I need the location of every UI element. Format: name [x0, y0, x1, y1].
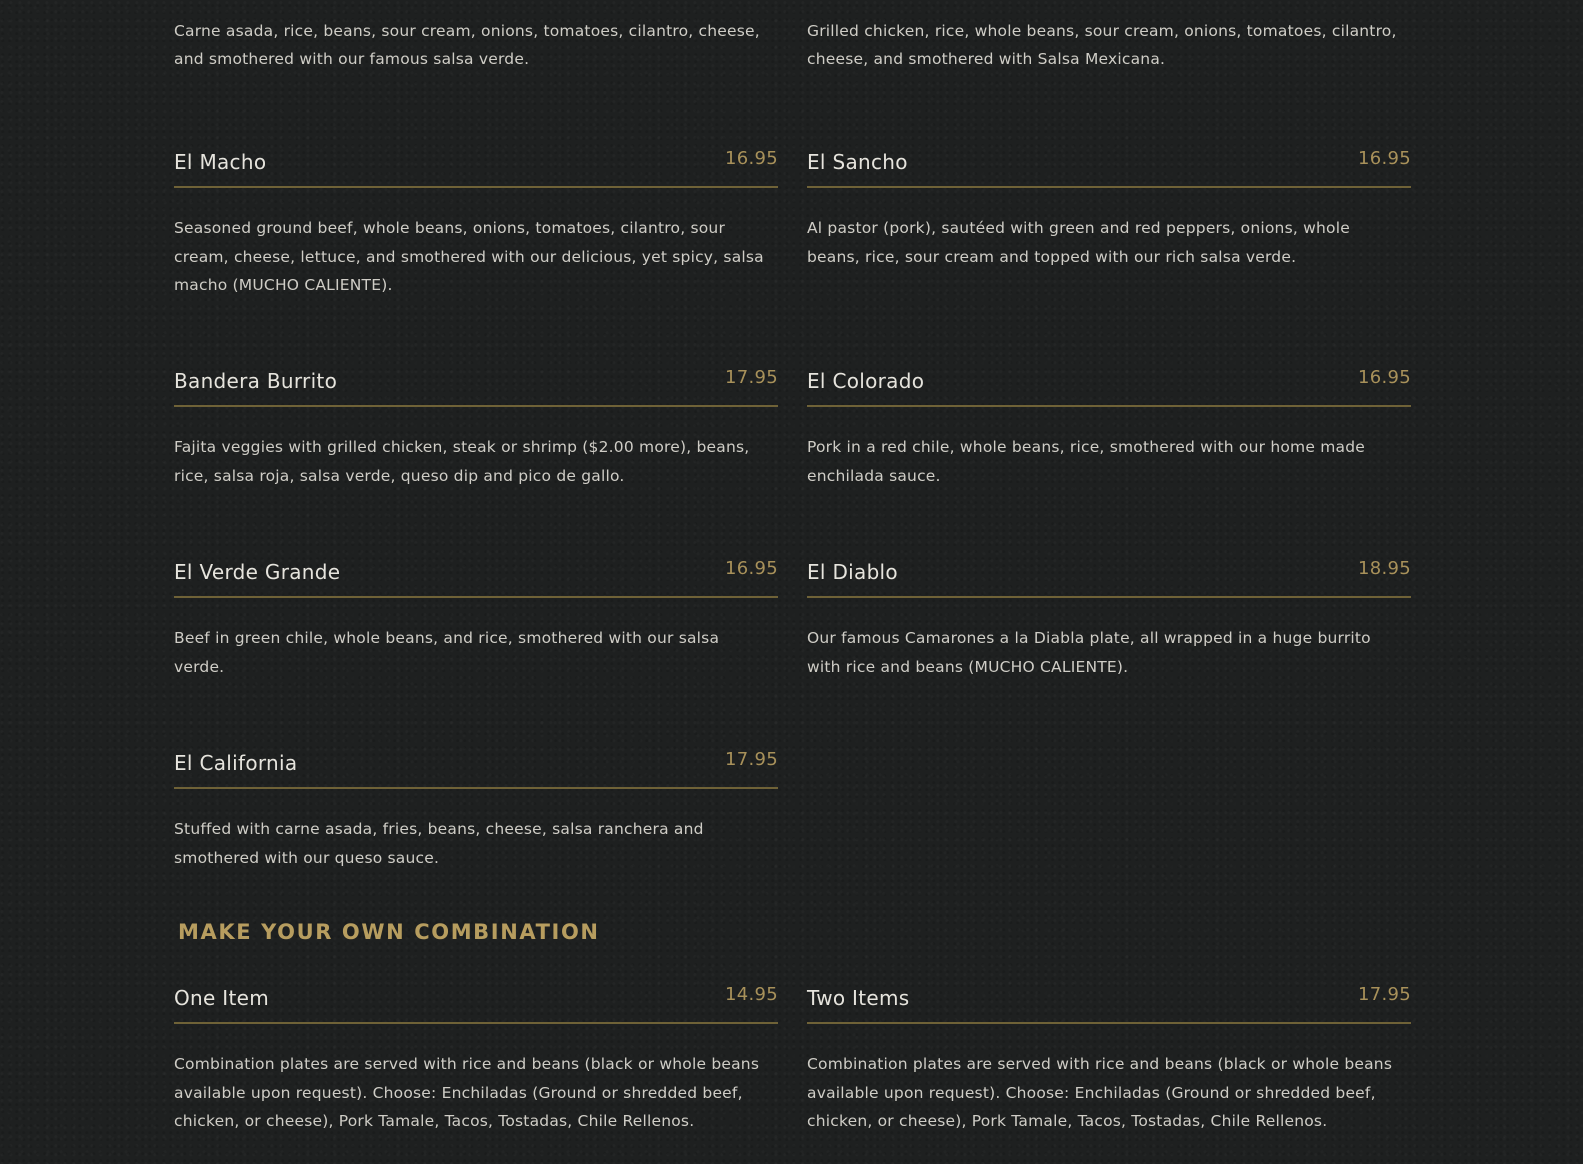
menu-item-description: Stuffed with carne asada, fries, beans, cheese, salsa ranchera and smothered with our queso sauce.: [174, 820, 704, 867]
menu-item-price: 16.95: [724, 148, 778, 169]
menu-item-name: El Verde Grande: [174, 560, 341, 584]
menu-item-header: [174, 357, 778, 407]
menu-item-price: 18.95: [1357, 558, 1411, 579]
menu-item-description: Carne asada, rice, beans, sour cream, onions, tomatoes, cilantro, cheese, and smothered with our famous salsa verde.: [174, 22, 760, 68]
menu-item-el-sancho: [807, 138, 1411, 271]
menu-item-bandera-burrito: [174, 357, 778, 490]
menu-item-price: 16.95: [1357, 367, 1411, 388]
menu-item-description: Combination plates are served with rice and beans (black or whole beans available upon request). Choose: Enchiladas (Ground or shredded beef, chicken, or cheese), Pork Tamale, Tacos, Tostadas, Chile Rellenos.: [807, 1055, 1393, 1130]
menu-item-header: [174, 548, 778, 598]
menu-item-two-items: [807, 974, 1411, 1136]
menu-item-header: [807, 357, 1411, 407]
menu-item-price: 16.95: [1357, 148, 1411, 169]
menu-item-el-macho: [174, 138, 778, 300]
menu-item-header: [807, 138, 1411, 188]
menu-item-one-item: [174, 974, 778, 1136]
menu-item-header: [174, 138, 778, 188]
menu-item-el-diablo: [807, 548, 1411, 681]
menu-item-name: El Sancho: [807, 150, 908, 174]
menu-item-description: Fajita veggies with grilled chicken, steak or shrimp ($2.00 more), beans, rice, salsa roja, salsa verde, queso dip and pico de gallo.: [174, 438, 750, 485]
menu-item-description: Seasoned ground beef, whole beans, onions, tomatoes, cilantro, sour cream, cheese, lettuce, and smothered with our delicious, yet spicy, salsa macho (MUCHO CALIENTE).: [174, 219, 764, 294]
menu-item-header: [174, 974, 778, 1024]
menu-item-price: 17.95: [724, 367, 778, 388]
menu-item-name: Bandera Burrito: [174, 369, 338, 393]
menu-item-name: One Item: [174, 986, 270, 1010]
menu-item-header: [174, 739, 778, 789]
section-title: MAKE YOUR OWN COMBINATION: [178, 920, 600, 944]
menu-item-description: Beef in green chile, whole beans, and rice, smothered with our salsa verde.: [174, 629, 720, 676]
menu-item-description: Grilled chicken, rice, whole beans, sour cream, onions, tomatoes, cilantro, cheese, and smothered with Salsa Mexicana.: [807, 22, 1397, 68]
menu-item-description: Combination plates are served with rice and beans (black or whole beans available upon request). Choose: Enchiladas (Ground or shredded beef, chicken, or cheese), Pork Tamale, Tacos, Tostadas, Chile Rellenos.: [174, 1055, 760, 1130]
menu-item-name: El Diablo: [807, 560, 898, 584]
menu-item-price: 17.95: [724, 749, 778, 770]
menu-item-header: [807, 974, 1411, 1024]
menu-item-el-california: [174, 739, 778, 872]
menu-item-price: 16.95: [724, 558, 778, 579]
menu-item-el-colorado: [807, 357, 1411, 490]
menu-item-header: [807, 548, 1411, 598]
menu-item-name: El Macho: [174, 150, 267, 174]
menu-item-price: 14.95: [724, 984, 778, 1005]
menu-item-name: El California: [174, 751, 298, 775]
menu-item-el-verde-grande: [174, 548, 778, 681]
menu-item-description: Pork in a red chile, whole beans, rice, smothered with our home made enchilada sauce.: [807, 438, 1365, 485]
menu-item-description: Al pastor (pork), sautéed with green and red peppers, onions, whole beans, rice, sour cream and topped with our rich salsa verde.: [807, 219, 1350, 266]
menu-item-price: 17.95: [1357, 984, 1411, 1005]
menu-item-description: Our famous Camarones a la Diabla plate, all wrapped in a huge burrito with rice and beans (MUCHO CALIENTE).: [807, 629, 1371, 676]
menu-item-name: Two Items: [807, 986, 910, 1010]
menu-item-name: El Colorado: [807, 369, 925, 393]
